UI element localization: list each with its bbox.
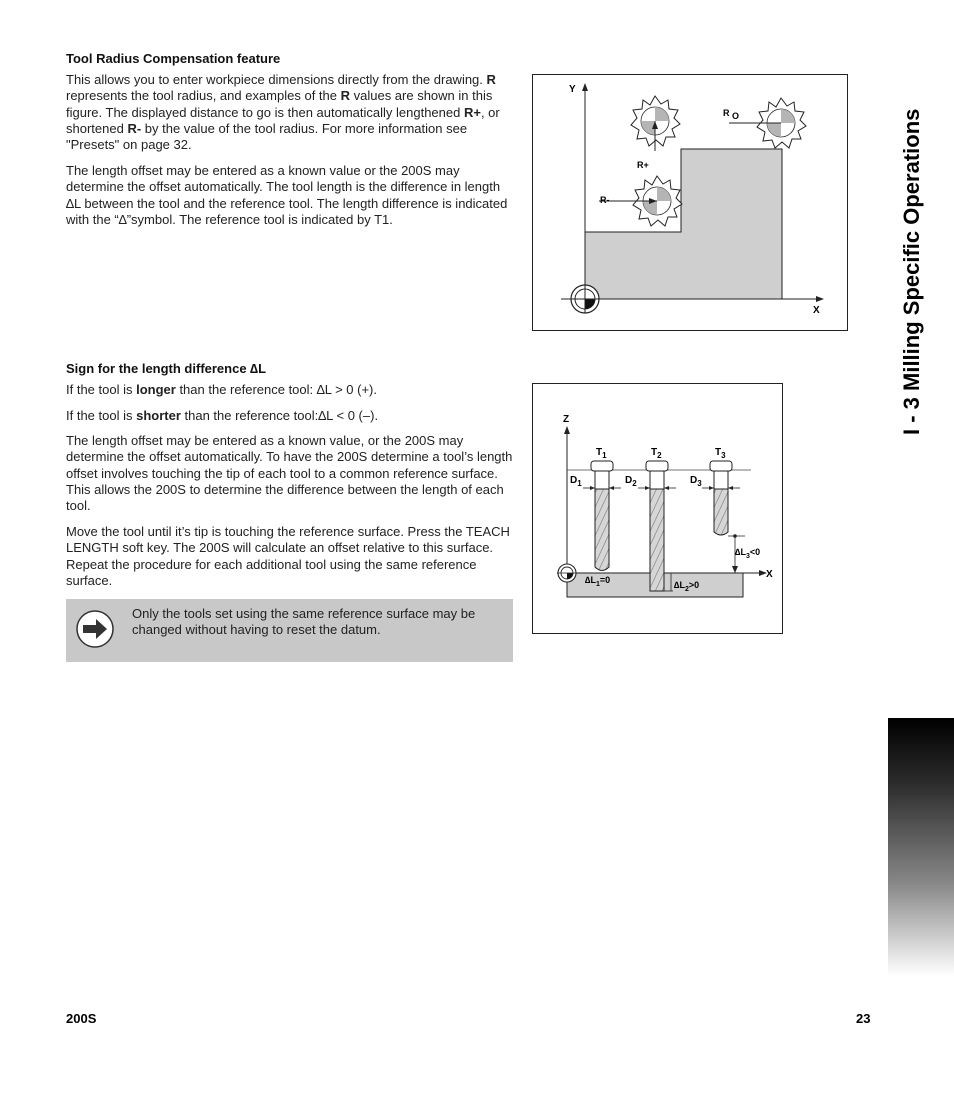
label-t2-sub: 2 [657,451,662,460]
label-dl3: ∆L [735,547,747,557]
footer-page-number: 23 [856,1011,871,1026]
tool-1-icon [591,461,613,571]
label-d1: D [570,475,578,486]
arrow-right-circle-icon [75,609,115,649]
svg-text:D2 [625,475,637,488]
paragraph-teach-length: Move the tool until it’s tip is touching the reference surface. Press the TEACH LENGTH soft key. The 200S will calculate an offset relative to this surface. Repeat the procedure for each additional tool using the same reference surface. [66,524,510,588]
label-d1-sub: 1 [577,479,582,488]
bold-term: R [486,72,496,87]
chapter-side-title: I - 3 Milling Specific Operations [899,108,924,435]
section-title-length-difference: Sign for the length difference ∆L [66,361,267,376]
svg-text:R [723,108,730,118]
section-title-tool-radius: Tool Radius Compensation feature [66,51,281,66]
text-run: by the value of the tool radius. For more information see "Presets" on page 32. [66,120,468,153]
label-t3: T [715,447,722,458]
radius-compensation-diagram [533,75,847,330]
label-dl1-sub: 1 [596,581,600,588]
figure-length-difference [532,383,783,634]
datum-crosshair-icon [558,564,576,582]
z-axis-label: Z [563,414,570,425]
figure-radius-compensation [532,74,848,331]
label-dl1-rel: =0 [599,575,611,585]
text-run: than the reference tool:∆L < 0 (–). [180,408,379,423]
bold-term: shorter [136,408,181,423]
label-d2: D [625,475,633,486]
chapter-side-tab [888,718,954,976]
label-dl2-sub: 2 [685,586,689,593]
text-run: If the tool is [66,382,137,397]
label-dl2: ∆L [674,580,686,590]
bold-term: longer [136,382,176,397]
paragraph-shorter-tool [66,408,514,424]
label-dl3-rel: <0 [749,547,761,557]
length-difference-diagram [533,384,782,633]
datum-crosshair-icon [571,285,599,313]
label-r-plus: R+ [637,160,649,170]
x-axis-label: X [813,305,820,316]
svg-text:T1 [596,447,607,460]
label-t3-sub: 3 [721,451,726,460]
workpiece-profile [585,149,782,299]
label-r-zero-sub: O [732,111,740,121]
text-run: values are shown in this figure. The displayed distance to go is then automatically lengthened [66,88,493,120]
text-run: than the reference tool: ∆L > 0 (+). [175,382,377,397]
bold-term: R- [127,120,142,136]
text-run: , or shortened [66,104,500,136]
bold-term: R+ [463,104,481,120]
svg-text:∆L3<0 [735,547,760,560]
label-d3: D [690,475,698,486]
text-run: represents the tool radius, and examples of the [66,88,341,104]
svg-text:T2 [651,447,662,460]
svg-text:D1 [570,475,582,488]
label-t1-sub: 1 [602,451,607,460]
label-r-minus: R- [600,195,610,205]
note-text: Only the tools set using the same reference surface may be changed without having to reset the datum. [132,606,476,638]
label-dl3-sub: 3 [746,553,750,560]
tool-3-icon [710,461,732,535]
label-t2: T [651,447,658,458]
label-dl1: ∆L [585,575,597,585]
paragraph-length-offset-auto: The length offset may be entered as a known value, or the 200S may determine the offset automatically. To have the 200S determine a tool’s length offset involves touching the tip of each tool to a common reference surface. This allows the 200S to determine the difference between the length of each tool. [66,433,513,514]
paragraph-length-offset: The length offset may be entered as a known value or the 200S may determine the offset automatically. The tool length is the difference in length ∆L between the tool and the reference tool. The length difference is indicated with the “∆”symbol. The reference tool is indicated by T1. [66,163,508,227]
svg-text:T3 [715,447,726,460]
label-t1: T [596,447,603,458]
label-dl2-rel: >0 [688,580,700,590]
footer-product-name: 200S [66,1011,97,1026]
label-r-zero: R [723,108,730,118]
text-run: This allows you to enter workpiece dimensions directly from the drawing. [66,72,487,87]
x-axis-label-2: X [766,569,773,580]
text-run: If the tool is [66,408,137,423]
tool-2-icon [646,461,668,591]
paragraph-longer-tool [66,382,514,398]
y-axis-label: Y [569,84,576,95]
paragraph-tool-radius-intro [66,72,514,153]
label-d3-sub: 3 [697,479,702,488]
bold-term: R [340,88,350,104]
label-d2-sub: 2 [632,479,637,488]
svg-text:D3 [690,475,702,488]
